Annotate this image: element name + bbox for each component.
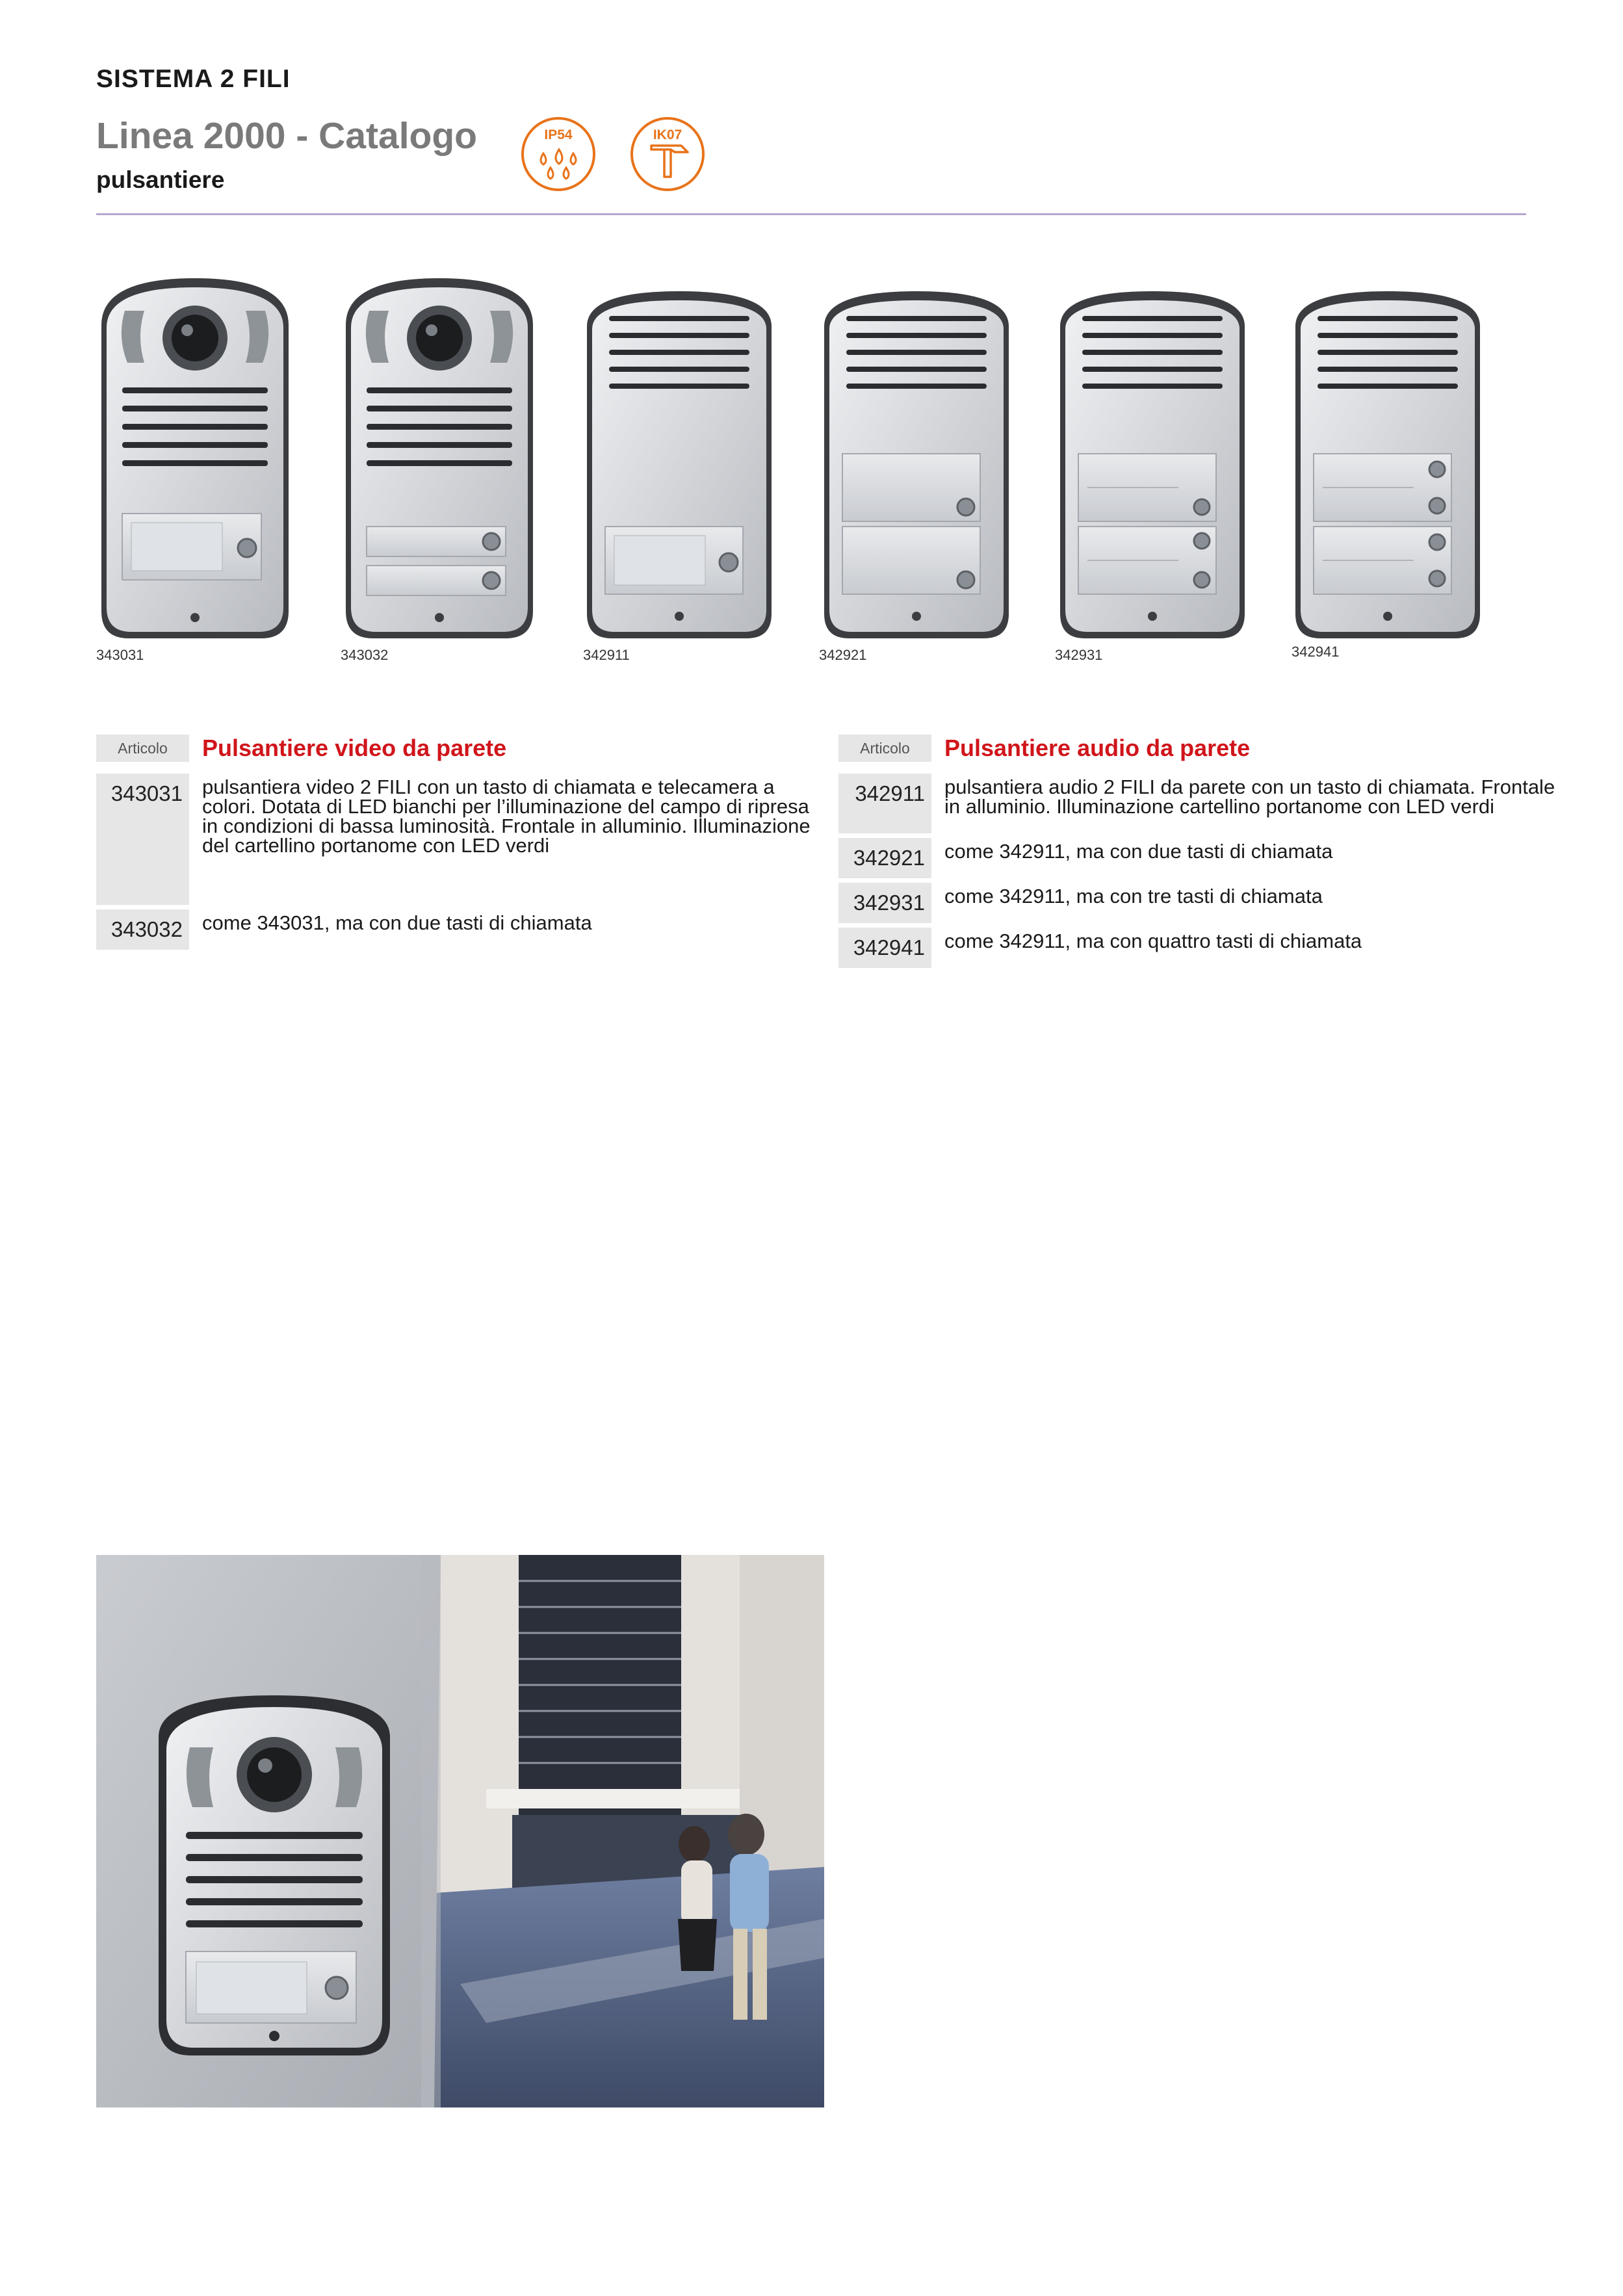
table-row	[96, 909, 814, 950]
article-description: come 342911, ma con due tasti di chiamata	[944, 840, 1333, 863]
article-description: come 343031, ma con due tasti di chiamata	[202, 911, 592, 934]
lifestyle-photo	[96, 1555, 824, 2107]
header-divider	[96, 213, 1526, 215]
table-row	[838, 928, 1557, 968]
article-description: pulsantiera video 2 FILI con un tasto di chiamata e telecamera a colori. Dotata di LED bianchi per l’illuminazione del campo di ripresa in condizioni di bassa luminosità. Frontale in alluminio. Illuminazione del cartellino portanome con LED verdi	[202, 776, 811, 857]
product-code-label: 342911	[583, 647, 630, 663]
article-code: 342941	[838, 928, 931, 968]
table-row	[96, 774, 814, 905]
product-code-label: 342941	[1292, 644, 1340, 660]
section-title: Pulsantiere audio da parete	[944, 735, 1251, 761]
page-title: Linea 2000 - Catalogo	[96, 115, 478, 157]
product-image-342911	[582, 286, 777, 644]
page-subtitle: pulsantiere	[96, 166, 225, 193]
section-header	[838, 735, 1557, 762]
video-section	[96, 735, 814, 950]
product-code-label: 343032	[341, 647, 389, 663]
product-image-342941	[1290, 286, 1485, 644]
article-description: come 342911, ma con quattro tasti di chiamata	[944, 930, 1362, 952]
ik07-label: IK07	[653, 127, 682, 142]
product-image-343032	[341, 273, 538, 644]
product-image-343031	[96, 273, 294, 644]
ik07-hammer-icon	[629, 116, 706, 192]
article-column-header: Articolo	[838, 735, 931, 762]
article-code: 342911	[838, 774, 931, 833]
audio-section	[838, 735, 1557, 968]
article-code: 343031	[96, 774, 189, 905]
article-code: 342921	[838, 838, 931, 878]
product-code-label: 342931	[1055, 647, 1103, 663]
article-description: come 342911, ma con tre tasti di chiamata	[944, 885, 1323, 907]
article-description: pulsantiera audio 2 FILI da parete con un tasto di chiamata. Frontale in alluminio. Illuminazione cartellino portanome con LED verdi	[944, 776, 1555, 818]
section-title: Pulsantiere video da parete	[202, 735, 507, 761]
ip54-label: IP54	[544, 127, 573, 142]
table-row	[838, 774, 1557, 833]
product-image-342931	[1055, 286, 1250, 644]
article-column-header: Articolo	[96, 735, 189, 762]
article-code: 343032	[96, 909, 189, 950]
section-kicker: SISTEMA 2 FILI	[96, 65, 291, 93]
product-code-label: 342921	[819, 647, 867, 663]
table-row	[838, 838, 1557, 878]
product-code-label: 343031	[96, 647, 144, 663]
table-row	[838, 883, 1557, 923]
section-header	[96, 735, 814, 762]
article-code: 342931	[838, 883, 931, 923]
product-image-342921	[819, 286, 1014, 644]
ip54-water-drops-icon	[520, 116, 597, 192]
